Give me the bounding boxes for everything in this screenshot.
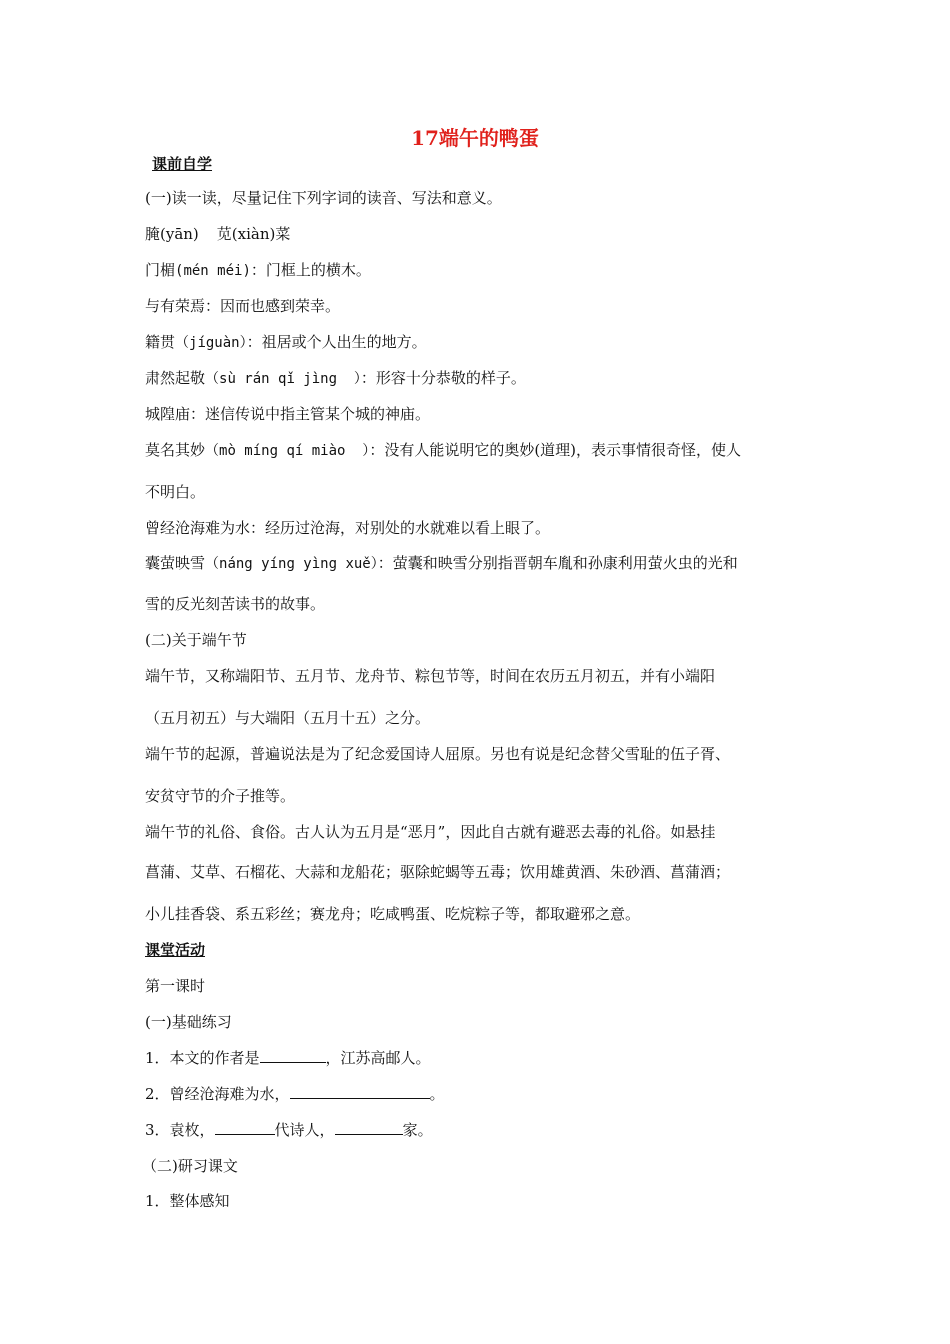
vocab-yuyou: 与有荣焉：因而也感到荣幸。 [145, 297, 341, 315]
vocab-definition: ：祖居或个人出生的地方。 [246, 333, 427, 351]
vocab-definition: ：门框上的横木。 [250, 261, 371, 279]
answer-blank[interactable] [290, 1084, 430, 1099]
question-text: 。 [429, 1085, 445, 1103]
vocab-nangying [145, 553, 738, 574]
question-text: 1．本文的作者是 [145, 1049, 260, 1067]
vocab-word: 门楣 [145, 261, 176, 279]
question-text: 3．袁枚， [145, 1121, 215, 1139]
vocab-pinyin: (mén méi) [175, 263, 251, 279]
question-text: 2．曾经沧海难为水， [145, 1085, 290, 1103]
vocab-pinyin: （náng yíng yìng xuě） [205, 556, 378, 572]
vocab-definition: ：没有人能说明它的奥妙(道理)，表示事情很奇怪，使人 [369, 441, 742, 459]
vocab-definition: ：萤囊和映雪分别指晋朝车胤和孙康利用萤火虫的光和 [377, 554, 738, 572]
vocab-jiguan [145, 332, 427, 353]
question-3 [145, 1120, 433, 1140]
paragraph-3-line-1: 端午节的礼俗、食俗。古人认为五月是“恶月”，因此自古就有避恶去毒的礼俗。如悬挂 [145, 823, 716, 841]
vocab-xiancai: 苋(xiàn)菜 [216, 225, 291, 243]
basic-practice-heading: (一)基础练习 [145, 1013, 232, 1031]
overall-perception: 1．整体感知 [145, 1192, 230, 1210]
vocab-line-yan-xian [145, 224, 290, 244]
vocab-chenghuang: 城隍庙：迷信传说中指主管某个城的神庙。 [145, 405, 431, 423]
page-title: 17端午的鸭蛋 [411, 126, 539, 150]
vocab-word: 籍贯 [145, 333, 176, 351]
vocab-word: 莫名其妙 [145, 441, 206, 459]
question-text: ，江苏高邮人。 [325, 1049, 431, 1067]
paragraph-2-line-1: 端午节的起源，普遍说法是为了纪念爱国诗人屈原。另也有说是纪念替父雪耻的伍子胥、 [145, 745, 731, 763]
answer-blank[interactable] [260, 1048, 326, 1063]
vocab-yan: 腌(yān) [145, 225, 199, 243]
vocab-moming-cont: 不明白。 [145, 483, 206, 501]
lesson-one-label: 第一课时 [145, 977, 206, 995]
vocab-suran [145, 368, 526, 389]
vocab-moming [145, 440, 741, 461]
paragraph-1-line-1: 端午节，又称端阳节、五月节、龙舟节、粽包节等，时间在农历五月初五，并有小端阳 [145, 667, 716, 685]
vocab-cengjing: 曾经沧海难为水：经历过沧海，对别处的水就难以看上眼了。 [145, 519, 551, 537]
vocab-menmei [145, 260, 371, 281]
vocab-word: 囊萤映雪 [145, 554, 206, 572]
vocab-pinyin: （mò míng qí miào ） [205, 443, 370, 459]
section-heading-pre-study: 课前自学 [152, 155, 213, 173]
paragraph-2-line-2: 安贫守节的介子推等。 [145, 787, 296, 805]
paragraph-1-line-2: （五月初五）与大端阳（五月十五）之分。 [145, 709, 431, 727]
read-instruction: (一)读一读，尽量记住下列字词的读音、写法和意义。 [145, 189, 502, 207]
vocab-definition: ：形容十分恭敬的样子。 [360, 369, 526, 387]
paragraph-3-line-2: 菖蒲、艾草、石榴花、大蒜和龙船花；驱除蛇蝎等五毒；饮用雄黄酒、朱砂酒、菖蒲酒； [145, 863, 731, 881]
paragraph-3-line-3: 小儿挂香袋、系五彩丝；赛龙舟；吃咸鸭蛋、吃烷粽子等，都取避邪之意。 [145, 905, 641, 923]
vocab-word: 肃然起敬 [145, 369, 206, 387]
answer-blank[interactable] [335, 1120, 403, 1135]
vocab-nangying-cont: 雪的反光刻苦读书的故事。 [145, 595, 326, 613]
section-heading-class-activity: 课堂活动 [145, 941, 206, 959]
question-1 [145, 1048, 431, 1068]
about-dragon-boat-heading: (二)关于端午节 [145, 631, 247, 649]
answer-blank[interactable] [215, 1120, 275, 1135]
question-2 [145, 1084, 445, 1104]
question-text: 代诗人， [274, 1121, 335, 1139]
question-text: 家。 [402, 1121, 433, 1139]
vocab-pinyin: （jíguàn） [175, 335, 247, 351]
study-text-heading: （二)研习课文 [142, 1157, 238, 1175]
vocab-pinyin: （sù rán qǐ jìng ） [205, 371, 361, 387]
